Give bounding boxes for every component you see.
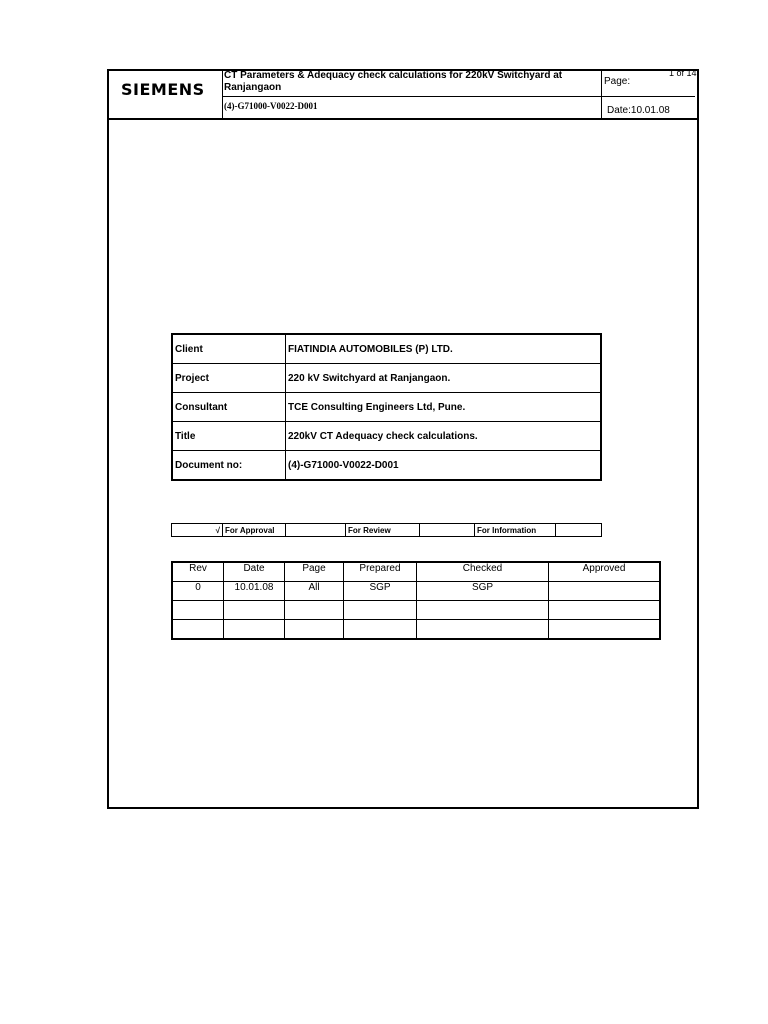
review-blank-cell [420,524,475,537]
table-cell [224,620,285,640]
info-label: Client [172,334,286,364]
document-title: CT Parameters & Adequacy check calculations for 220kV Switchyard at Ranjangaon [224,70,563,93]
table-cell [285,620,344,640]
table-cell: SGP [344,582,417,601]
info-value: 220 kV Switchyard at Ranjangaon. [286,364,602,393]
siemens-logo: SIEMENS [121,80,205,99]
for-approval-label: For Approval [223,524,286,537]
info-row-project [172,364,601,393]
info-label: Consultant [172,393,286,422]
table-cell: 10.01.08 [224,582,285,601]
table-cell [549,601,661,620]
revision-header-row [172,562,660,582]
table-row [172,601,660,620]
table-cell [172,601,224,620]
document-info-table [171,333,602,481]
info-value: 220kV CT Adequacy check calculations. [286,422,602,451]
info-row-title [172,422,601,451]
info-label: Document no: [172,451,286,481]
check-mark: √ [172,524,223,537]
header-divider-page [601,69,602,119]
header-divider-logo [222,69,223,119]
table-cell [344,601,417,620]
for-information-label: For Information [475,524,556,537]
info-value: TCE Consulting Engineers Ltd, Pune. [286,393,602,422]
table-cell [224,601,285,620]
column-header: Page [285,562,344,582]
table-cell: SGP [417,582,549,601]
table-cell [549,582,661,601]
column-header: Approved [549,562,661,582]
document-number: (4)-G71000-V0022-D001 [224,101,318,111]
table-cell [549,620,661,640]
info-value: (4)-G71000-V0022-D001 [286,451,602,481]
page-number: 1 of 14 [669,68,697,78]
column-header: Rev [172,562,224,582]
table-row [172,582,660,601]
table-cell [417,601,549,620]
table-cell: All [285,582,344,601]
table-cell: 0 [172,582,224,601]
information-blank-cell [556,524,602,537]
info-row-client [172,334,601,364]
table-cell [344,620,417,640]
approval-blank-cell [286,524,346,537]
header-divider-title [222,96,695,97]
info-row-consultant [172,393,601,422]
table-row [172,620,660,640]
table-cell [417,620,549,640]
info-label: Title [172,422,286,451]
info-row-document-number [172,451,601,481]
header-divider [107,118,697,120]
page-label: Page: [604,76,631,87]
column-header: Checked [417,562,549,582]
table-cell [285,601,344,620]
approval-status-table [171,523,602,537]
document-date: Date:10.01.08 [607,105,670,116]
column-header: Prepared [344,562,417,582]
info-value: FIATINDIA AUTOMOBILES (P) LTD. [286,334,602,364]
revision-table [171,561,661,640]
column-header: Date [224,562,285,582]
for-review-label: For Review [346,524,420,537]
table-cell [172,620,224,640]
info-label: Project [172,364,286,393]
